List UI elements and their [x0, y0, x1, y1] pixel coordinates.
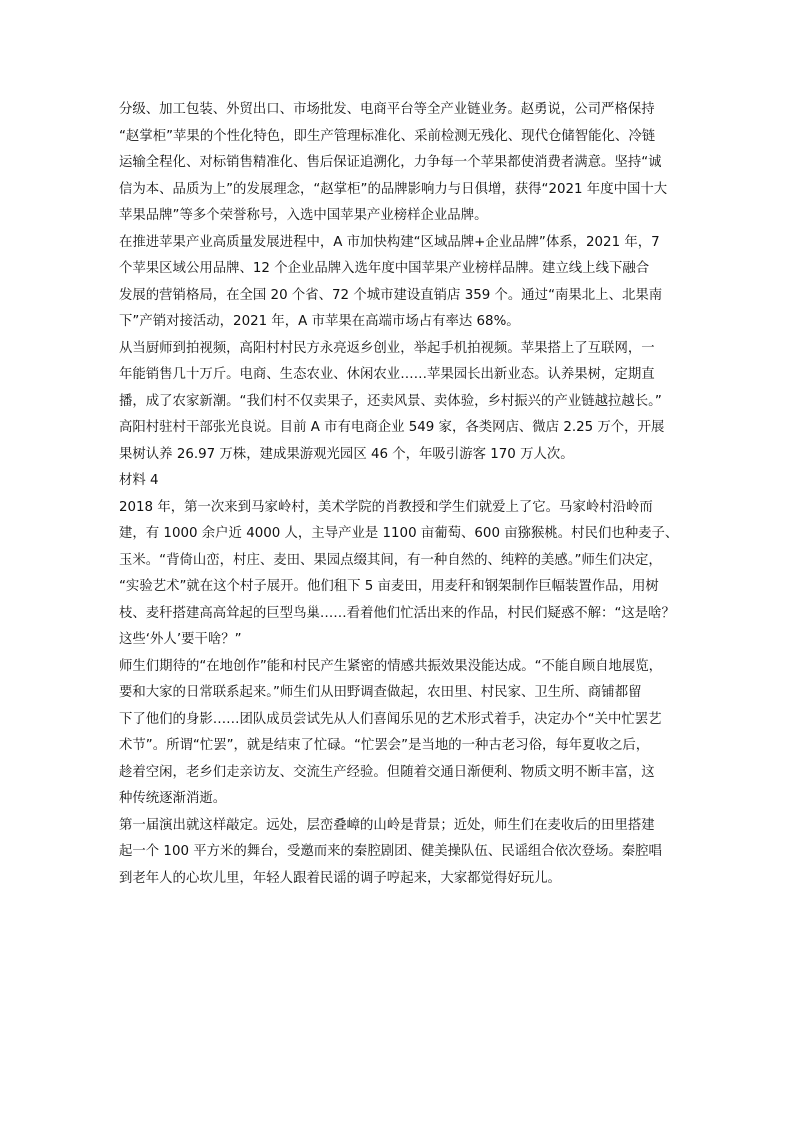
text-line: 分级、加工包装、外贸出口、市场批发、电商平台等全产业链业务。赵勇说，公司严格保持 [119, 102, 655, 117]
text-line: 术节”。所谓“忙罢”，就是结束了忙碌。“忙罢会”是当地的一种古老习俗，每年夏收之后， [119, 738, 650, 753]
text-line: 下”产销对接活动，2021 年，A 市苹果在高端市场占有率达 68%。 [119, 314, 520, 329]
text-line: 枝、麦秆搭建高高耸起的巨型鸟巢……看着他们忙活出来的作品，村民们疑惑不解：“这是啥？ [119, 605, 675, 621]
text-line: 信为本、品质为上”的发展理念，“赵掌柜”的品牌影响力与日俱增，获得“2021 年度中国十大 [119, 181, 668, 197]
text-line: 年能销售几十万斤。电商、生态农业、休闲农业……苹果园长出新业态。认养果树，定期直 [119, 367, 655, 382]
text-line: 2018 年，第一次来到马家岭村，美术学院的肖教授和学生们就爱上了它。马家岭村沿岭而 [119, 499, 653, 515]
text-line: 从当厨师到拍视频，高阳村村民方永亮返乡创业，举起手机拍视频。苹果搭上了互联网，一 [119, 340, 655, 356]
section-heading: 材料 4 [119, 473, 159, 488]
document-body [119, 97, 719, 892]
text-line: 果树认养 26.97 万株，建成果游观光园区 46 个，年吸引游客 170 万人次。 [119, 446, 574, 462]
text-line: 运输全程化、对标销售精准化、售后保证追溯化，力争每一个苹果都使消费者满意。坚持“诚 [119, 155, 662, 170]
text-line: 起一个 100 平方米的舞台，受邀而来的秦腔剧团、健美操队伍、民谣组合依次登场。秦腔唱 [119, 844, 662, 859]
text-line: 第一届演出就这样敲定。远处，层峦叠嶂的山岭是背景；近处，师生们在麦收后的田里搭建 [119, 817, 655, 833]
text-line: 这些‘外人’要干啥？” [119, 632, 242, 647]
text-line: “实验艺术”就在这个村子展开。他们租下 5 亩麦田，用麦秆和钢架制作巨幅装置作品，用树 [119, 579, 659, 594]
text-line: “赵掌柜”苹果的个性化特色，即生产管理标准化、采前检测无残化、现代仓储智能化、冷链 [119, 128, 656, 144]
text-line: 下了他们的身影……团队成员尝试先从人们喜闻乐见的艺术形式着手，决定办个“关中忙罢艺 [119, 711, 662, 727]
text-line: 播，成了农家新潮。“我们村不仅卖果子，还卖风景、卖体验，乡村振兴的产业链越拉越长。” [119, 393, 662, 409]
text-line: 要和大家的日常联系起来。”师生们从田野调查做起，农田里、村民家、卫生所、商铺都留 [119, 685, 642, 700]
text-line: 在推进苹果产业高质量发展进程中，A 市加快构建“区域品牌+企业品牌”体系，2021 年，7 [119, 234, 660, 250]
text-line: 玉米。“背倚山峦，村庄、麦田、果园点缀其间，有一种自然的、纯粹的美感。”师生们决定， [119, 552, 662, 568]
text-line: 种传统逐渐消逝。 [119, 791, 227, 806]
text-line: 发展的营销格局，在全国 20 个省、72 个城市建设直销店 359 个。通过“南果北上、北果南 [119, 287, 663, 303]
text-line: 到老年人的心坎儿里，年轻人跟着民谣的调子哼起来，大家都觉得好玩儿。 [119, 870, 561, 886]
text-line: 趁着空闲，老乡们走亲访友、交流生产经验。但随着交通日渐便利、物质文明不断丰富，这 [119, 764, 655, 780]
text-line: 建，有 1000 余户近 4000 人，主导产业是 1100 亩葡萄、600 亩猕猴桃。村民们也种麦子、 [119, 526, 679, 541]
text-line: 苹果品牌”等多个荣誉称号，入选中国苹果产业榜样企业品牌。 [119, 208, 488, 223]
text-line: 师生们期待的“在地创作”能和村民产生紧密的情感共振效果没能达成。“不能自顾自地展览， [119, 658, 663, 674]
text-line: 高阳村驻村干部张光良说。目前 A 市有电商企业 549 家，各类网店、微店 2.25 万个，开展 [119, 420, 665, 435]
text-line: 个苹果区域公用品牌、12 个企业品牌入选年度中国苹果产业榜样品牌。建立线上线下融合 [119, 261, 650, 276]
